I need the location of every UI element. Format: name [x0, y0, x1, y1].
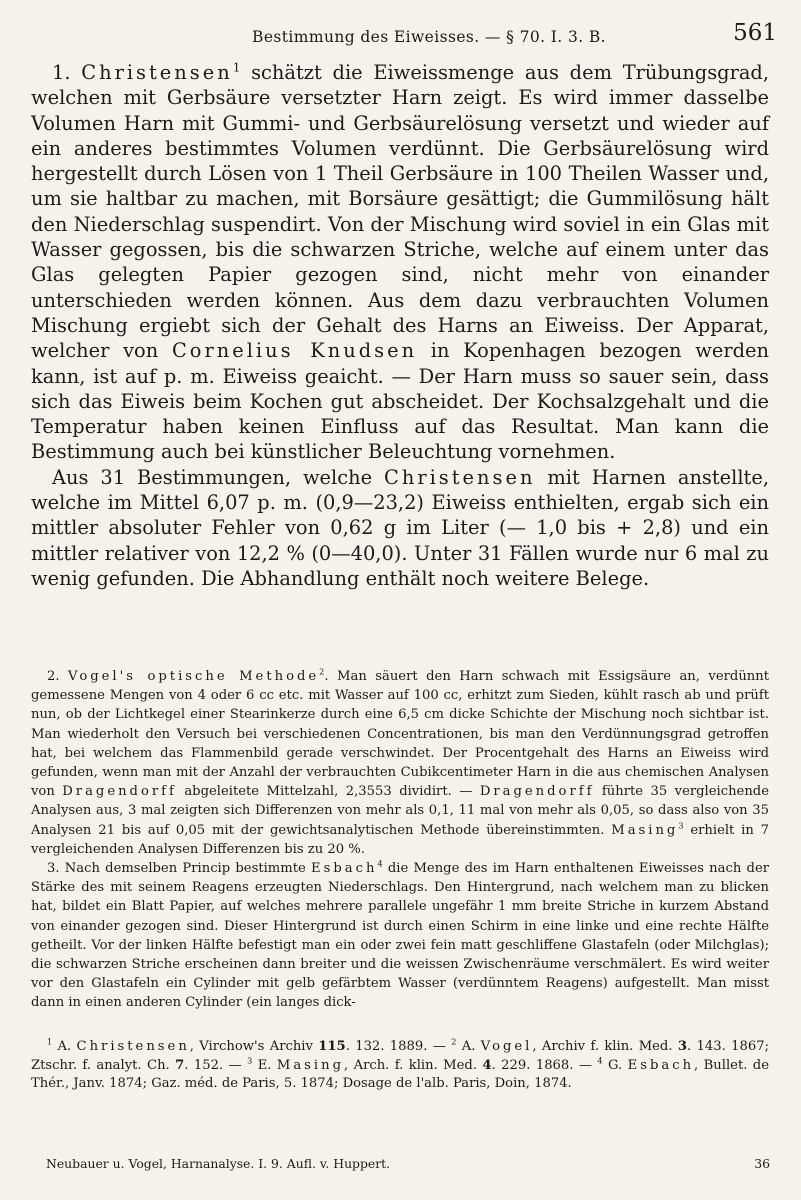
author-name: Esbach: [311, 861, 378, 877]
footnote-text: , Bullet. de Thér., Janv. 1874; Gaz. méd. de Paris, 5. 1874; Dosage de l'alb. Paris, Doin, 1874.: [31, 1057, 769, 1092]
footnote-text: , Arch. f. klin. Med.: [344, 1057, 483, 1073]
person-name: Cornelius Knudsen: [171, 339, 418, 363]
footnote-text: E.: [252, 1057, 277, 1073]
footnote-text: . 143. 1867; Ztschr. f. analyt. Ch.: [31, 1039, 769, 1073]
paragraph-results: [31, 465, 769, 591]
footnote-volume: 7: [175, 1057, 185, 1073]
footnote-text: A.: [52, 1039, 77, 1054]
person-name: Dragendorff: [479, 784, 595, 800]
footnote-author: Masing: [276, 1057, 344, 1073]
footnote-number: 1: [47, 1036, 53, 1047]
person-name: Masing: [611, 822, 679, 838]
footnote-number: 3: [247, 1055, 253, 1066]
footnote-volume: 115: [318, 1039, 346, 1054]
author-name: Christensen: [81, 61, 233, 84]
method-title: Vogel's optische Methode: [68, 669, 320, 684]
paragraph-text: in Kopenhagen bezogen werden kann, ist auf p. m. Eiweiss geaicht. — Der Harn muss so sauer sein, dass sich das Eiweis beim Kochen gut abscheidet. Der Kochsalzgehalt und die Temperatur haben keinen Einfluss auf das Resultat. Man kann die Bestimmung auch bei künstlicher Beleuchtung vornehmen.: [31, 339, 769, 464]
footnote-ref: 1: [232, 60, 241, 75]
main-text: [31, 60, 769, 591]
paragraph-esbach: [31, 859, 769, 1013]
paragraph-vogel-method: [31, 667, 769, 859]
footnote-number: 2: [451, 1036, 457, 1047]
footnote-text: . 229. 1868. —: [491, 1057, 598, 1073]
footnote-author: Christensen: [76, 1039, 190, 1054]
footnote-number: 4: [597, 1055, 603, 1066]
signature-text: Neubauer u. Vogel, Harnanalyse. I. 9. Aufl. v. Huppert.: [46, 1156, 391, 1171]
paragraph-text: mit Harnen anstellte, welche im Mittel 6,07 p. m. (0,9—23,2) Eiweiss enthielten, ergab sich ein mittler absoluter Fehler von 0,62 g im Liter (— 1,0 bis + 2,8) und ein mittler relativer von 12,2 % (0—40,0). Unter 31 Fällen wurde nur 6 mal zu wenig gefunden. Die Abhandlung enthält noch weitere Belege.: [31, 465, 769, 590]
signature-mark: 36: [754, 1156, 770, 1171]
footnote-volume: 4: [482, 1057, 492, 1073]
paragraph-text: 3. Nach demselben Princip bestimmte: [47, 861, 312, 877]
paragraph-text: die Menge des im Harn enthaltenen Eiweisses nach der Stärke des mit seinem Reagens erzeugten Niederschlags. Den Hintergrund, nach welchem man zu blicken hat, bildet ein Blatt Papier, auf welches mehrere parallele ungefähr 1 mm breite Striche in kurzem Abstand von einander gezogen sind. Dieser Hintergrund ist durch einen Schirm in eine linke und eine rechte Hälfte getheilt. Vor der linken Hälfte befestigt man ein oder zwei fein matt geschliffene Glastafeln (oder Milchglas); die schwarzen Striche erscheinen dann breiter und die weissen Zwischenräume verschmälert. Es wird weiter vor den Glastafeln ein Cylinder mit gelb gefärbtem Wasser (verdünntem Reagens) aufgestellt. Man misst dann in einen anderen Cylinder (ein langes dick-: [31, 861, 769, 1011]
footnote-text: . 152. —: [184, 1057, 248, 1073]
footnote-ref: 2: [319, 666, 325, 677]
footnote-text: A.: [456, 1039, 481, 1054]
paragraph-text: erhielt in 7 vergleichenden Analysen Differenzen bis zu 20 %.: [31, 822, 769, 857]
paragraph-christensen: [31, 60, 769, 465]
footnote-text: , Archiv f. klin. Med.: [532, 1039, 678, 1054]
footnote-ref: 4: [377, 858, 383, 869]
author-name: Christensen: [384, 465, 536, 489]
page-number: 561: [733, 20, 777, 46]
item-number: 2.: [47, 669, 69, 684]
footnote-text: G.: [602, 1057, 628, 1073]
paragraph-text: schätzt die Eiweissmenge aus dem Trübungsgrad, welchen mit Gerbsäure versetzter Harn zeigt. Es wird immer dasselbe Volumen Harn mit Gummi- und Gerbsäurelösung versetzt und wieder auf ein anderes bestimmtes Volumen verdünnt. Die Gerbsäurelösung wird hergestellt durch Lösen von 1 Theil Gerbsäure in 100 Theilen Wasser und, um sie haltbar zu machen, mit Borsäure gesättigt; die Gummilösung hält den Niederschlag suspendirt. Von der Mischung wird soviel in ein Glas mit Wasser gegossen, bis die schwarzen Striche, welche auf einem unter das Glas gelegten Papier gezogen sind, nicht mehr von einander unterschieden werden können. Aus dem dazu verbrauchten Volumen Mischung ergiebt sich der Gehalt des Harns an Eiweiss. Der Apparat, welcher von: [31, 61, 769, 363]
footnote-author: Esbach: [627, 1057, 695, 1073]
footnote-text: , Virchow's Archiv: [189, 1039, 319, 1054]
footnote-author: Vogel: [480, 1039, 533, 1054]
paragraph-text: . Man säuert den Harn schwach mit Essigsäure an, verdünnt gemessene Mengen von 4 oder 6 cc etc. mit Wasser auf 100 cc, erhitzt zum Sieden, kühlt rasch ab und prüft nun, ob der Lichtkegel einer Stearinkerze durch eine 6,5 cm dicke Schichte der Mischung noch sichtbar ist. Man wiederholt den Versuch bei verschiedenen Concentrationen, bis man den Verdünnungsgrad getroffen hat, bei welchem das Flammenbild gerade verschwindet. Der Procentgehalt des Harns an Eiweiss wird gefunden, wenn man mit der Anzahl der verbrauchten Cubikcentimeter Harn in die aus chemischen Analysen von: [31, 669, 769, 800]
footnotes: [31, 1038, 769, 1094]
footnote-block: [31, 1038, 769, 1094]
footnote-ref: 3: [678, 820, 684, 831]
paragraph-text: Aus 31 Bestimmungen, welche: [52, 465, 385, 489]
printer-signature-line: [46, 1156, 770, 1171]
footnote-text: . 132. 1889. —: [345, 1039, 452, 1054]
person-name: Dragendorff: [62, 784, 177, 800]
small-print-section: [31, 667, 769, 1013]
item-number: 1.: [52, 61, 82, 84]
paragraph-text: führte 35 vergleichende Analysen aus, 3 mal zeigten sich Differenzen von mehr als 0,1, 11 mal von mehr als 0,05, so dass also von 35 Analysen 21 bis auf 0,05 mit der gewichtsanalytischen Methode übereinstimmten.: [31, 784, 769, 838]
paragraph-text: abgeleitete Mittelzahl, 2,3553 dividirt. —: [176, 784, 480, 800]
footnote-volume: 3: [677, 1039, 688, 1054]
running-header: Bestimmung des Eiweisses. — § 70. I. 3. B.: [252, 28, 606, 46]
